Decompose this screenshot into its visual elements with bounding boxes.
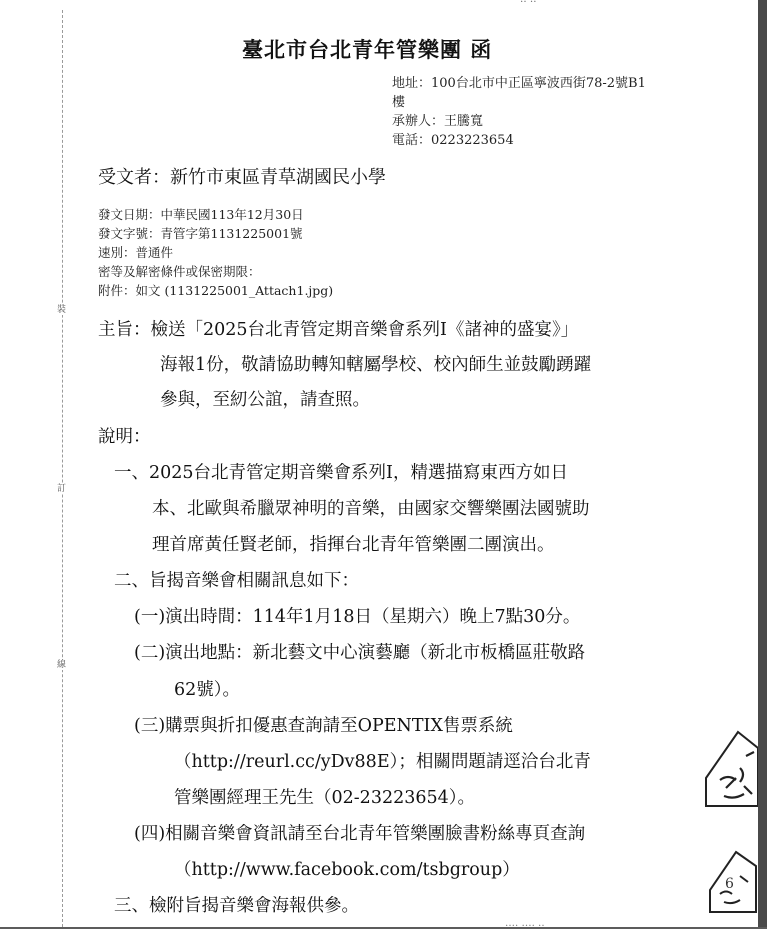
issue-date: 發文日期：中華民國113年12月30日 — [98, 207, 304, 222]
secrecy-level: 密等及解密條件或保密期限： — [98, 264, 261, 279]
seal-stamp-icon — [700, 728, 760, 808]
sub4-line-1: (四)相關音樂會資訊請至台北青年管樂團臉書粉絲專頁查詢 — [134, 824, 586, 844]
address-line-1: 地址：100台北市中正區寧波西街78-2號B1 — [392, 76, 646, 91]
binding-mark-xian: 線 — [57, 660, 67, 670]
item1-line-3: 理首席黃任賢老師，指揮台北青年管樂團二團演出。 — [152, 535, 555, 555]
attachment: 附件：如文 (1131225001_Attach1.jpg) — [98, 283, 334, 298]
top-fragment — [520, 0, 537, 5]
subject-line-1: 主旨：檢送「2025台北青管定期音樂會系列Ⅰ《諸神的盛宴》」 — [98, 320, 579, 340]
issue-number: 發文字號：青管字第1131225001號 — [98, 226, 303, 241]
item3: 三、檢附旨揭音樂會海報供參。 — [114, 896, 359, 916]
sub2-line-2: 62號）。 — [174, 680, 241, 700]
item1-line-1: 一、2025台北青管定期音樂會系列Ⅰ，精選描寫東西方如日 — [114, 463, 568, 483]
viewer-scroll-edge[interactable] — [758, 0, 767, 927]
sub3-line-3: 管樂團經理王先生（02-23223654）。 — [174, 788, 476, 808]
item1-line-2: 本、北歐與希臘眾神明的音樂，由國家交響樂團法國號助 — [152, 499, 590, 519]
address-line-2: 樓 — [392, 95, 406, 110]
document-title: 臺北市台北青年管樂團 函 — [242, 37, 493, 62]
phone-number: 電話：0223223654 — [392, 133, 514, 148]
sub3-line-2: （http://reurl.cc/yDv88E）；相關問題請逕洽台北青 — [174, 752, 591, 772]
sub1: (一)演出時間：114年1月18日（星期六）晚上7點30分。 — [134, 607, 581, 627]
item2: 二、旨揭音樂會相關訊息如下： — [114, 571, 359, 591]
subject-line-2: 海報1份，敬請協助轉知轄屬學校、校內師生並鼓勵踴躍 — [160, 355, 592, 375]
contact-person: 承辦人：王騰寬 — [392, 114, 484, 129]
sub3-line-1: (三)購票與折扣優惠查詢請至OPENTIX售票系統 — [134, 716, 513, 736]
recipient: 受文者：新竹市東區青草湖國民小學 — [98, 167, 386, 188]
sub2-line-1: (二)演出地點：新北藝文中心演藝廳（新北市板橋區莊敬路 — [134, 643, 586, 663]
subject-line-3: 參與，至紉公誼，請查照。 — [160, 390, 370, 410]
explanation-heading: 說明： — [98, 427, 151, 447]
bottom-fragment: ‥‥ ‥‥ ‥ — [505, 918, 545, 929]
sub4-line-2: （http://www.facebook.com/tsbgroup） — [174, 860, 520, 880]
binding-mark-zhuang: 裝 — [57, 305, 67, 315]
binding-line — [62, 10, 63, 927]
speed-class: 速別：普通件 — [98, 245, 174, 260]
page-number: 6 — [725, 876, 734, 892]
binding-mark-ding: 訂 — [57, 484, 67, 494]
